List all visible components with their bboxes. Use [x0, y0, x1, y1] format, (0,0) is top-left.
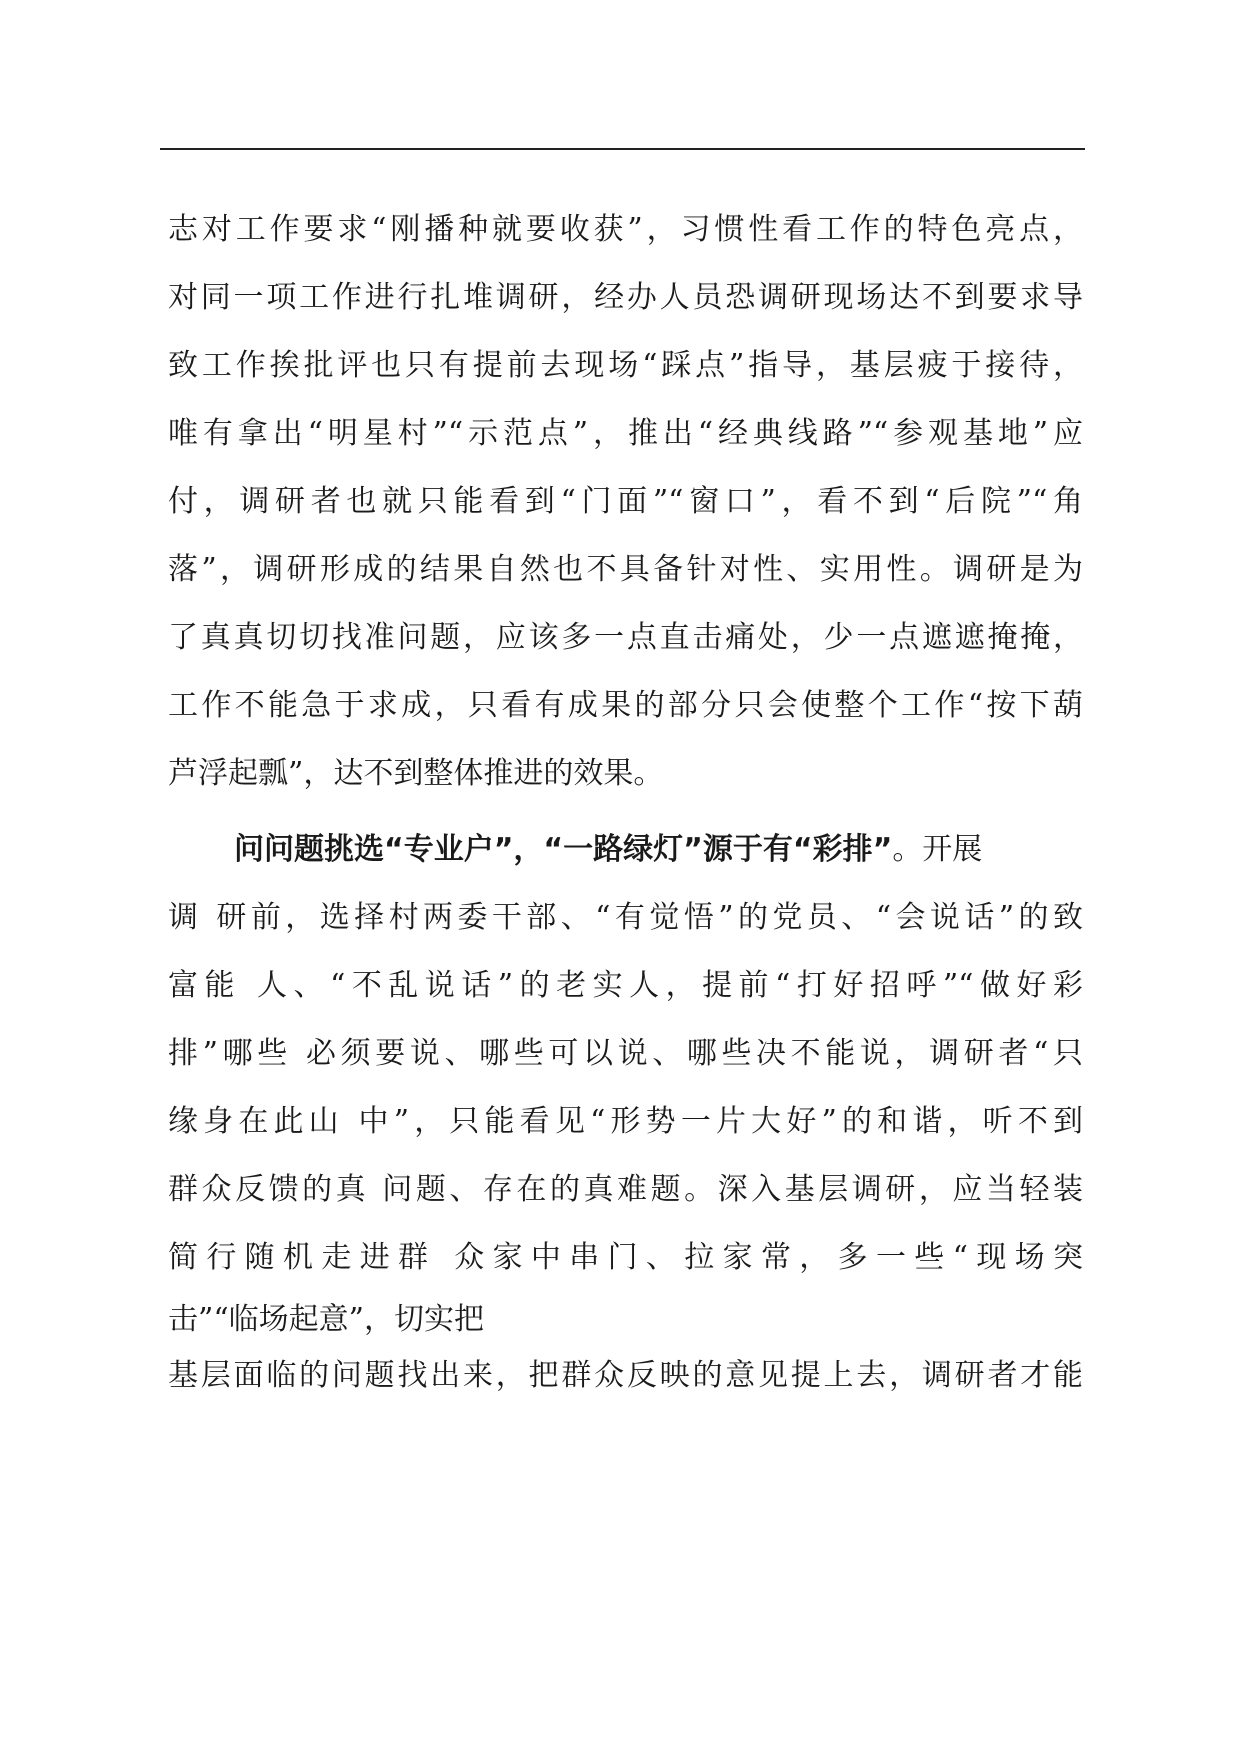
paragraph-line: 工作不能急于求成，只看有成果的部分只会使整个工作“按下葫	[168, 688, 1083, 723]
paragraph-line: 击”“临场起意”，切实把	[168, 1302, 485, 1337]
paragraph-1	[168, 196, 1083, 808]
paragraph-heading-tail: 。开展	[892, 832, 983, 867]
paragraph-2	[168, 816, 1083, 1404]
document-body	[168, 196, 1083, 1404]
header-rule	[160, 148, 1085, 150]
paragraph-line: 了真真切切找准问题，应该多一点直击痛处，少一点遮遮掩掩，	[168, 620, 1083, 655]
paragraph-heading: 问问题挑选“专业户”，“一路绿灯”源于有“彩排”	[234, 832, 893, 867]
paragraph-line: 富能 人、“不乱说话”的老实人，提前“打好招呼”“做好彩	[168, 968, 1083, 1003]
paragraph-heading-line	[168, 816, 1083, 884]
paragraph-line: 简行随机走进群 众家中串门、拉家常，多一些“现场突	[168, 1240, 1083, 1275]
paragraph-line: 唯有拿出“明星村”“示范点”，推出“经典线路”“参观基地”应	[168, 416, 1083, 451]
paragraph-line: 基层面临的问题找出来，把群众反映的意见提上去，调研者才能	[168, 1358, 1083, 1393]
paragraph-line: 调 研前，选择村两委干部、“有觉悟”的党员、“会说话”的致	[168, 900, 1083, 935]
paragraph-line: 群众反馈的真 问题、存在的真难题。深入基层调研，应当轻装	[168, 1172, 1083, 1207]
paragraph-line: 芦浮起瓢”，达不到整体推进的效果。	[168, 756, 664, 791]
paragraph-line: 志对工作要求“刚播种就要收获”，习惯性看工作的特色亮点，	[168, 212, 1083, 247]
paragraph-line: 致工作挨批评也只有提前去现场“踩点”指导，基层疲于接待，	[168, 348, 1083, 383]
paragraph-line: 对同一项工作进行扎堆调研，经办人员恐调研现场达不到要求导	[168, 280, 1083, 315]
paragraph-line: 落”，调研形成的结果自然也不具备针对性、实用性。调研是为	[168, 552, 1083, 587]
paragraph-line: 排”哪些 必须要说、哪些可以说、哪些决不能说，调研者“只	[168, 1036, 1083, 1071]
paragraph-line: 付，调研者也就只能看到“门面”“窗口”，看不到“后院”“角	[168, 484, 1083, 519]
paragraph-line: 缘身在此山 中”，只能看见“形势一片大好”的和谐，听不到	[168, 1104, 1083, 1139]
